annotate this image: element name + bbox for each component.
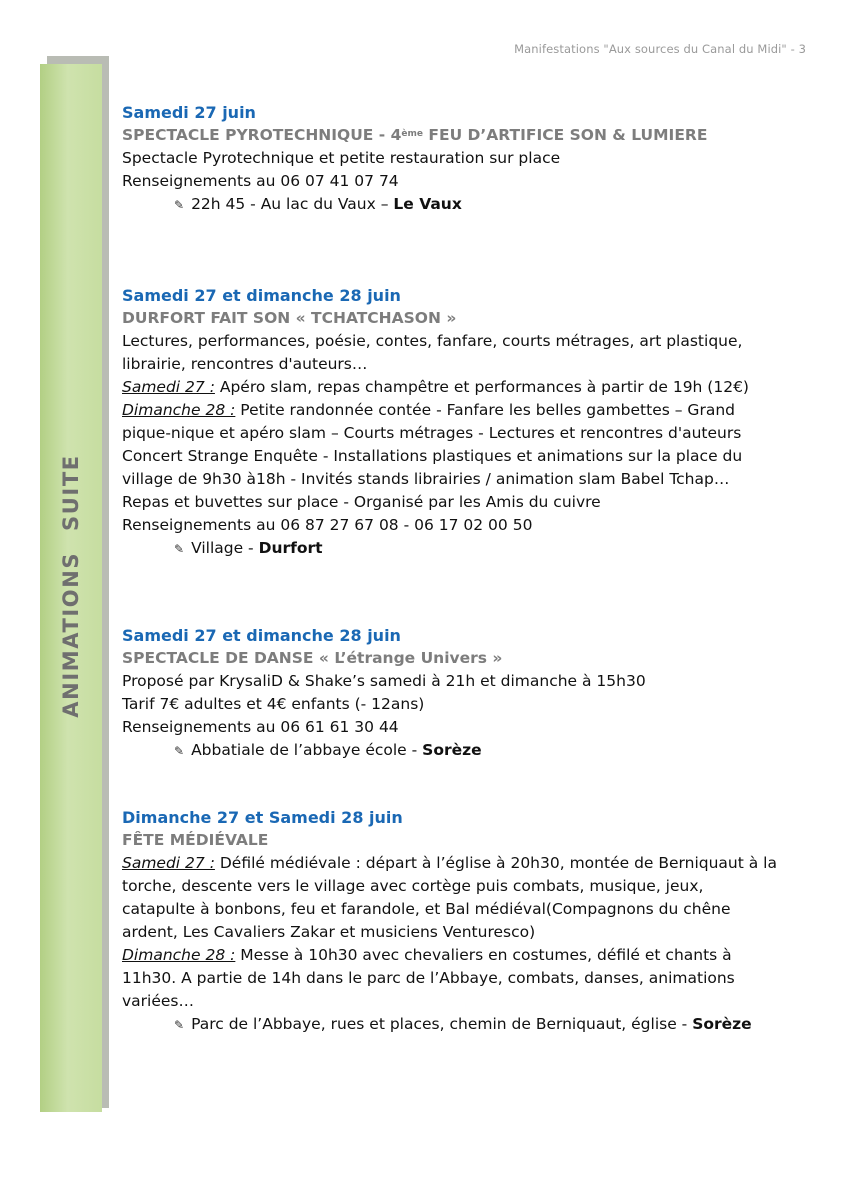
event-line: Dimanche 28 : Petite randonnée contée - Fanfare les belles gambettes – Grand bbox=[122, 401, 735, 419]
event-title: SPECTACLE PYROTECHNIQUE - 4ème FEU D’ARTIFICE SON & LUMIERE bbox=[122, 126, 708, 144]
event-line: pique-nique et apéro slam – Courts métrages - Lectures et rencontres d'auteurs bbox=[122, 424, 742, 442]
location-town: Le Vaux bbox=[393, 195, 462, 213]
event-line: 11h30. A partie de 14h dans le parc de l’Abbaye, combats, danses, animations bbox=[122, 969, 735, 987]
event-location: ✎ 22h 45 - Au lac du Vaux – Le Vaux bbox=[174, 195, 462, 213]
event-date: Samedi 27 juin bbox=[122, 103, 256, 122]
title-superscript: ème bbox=[401, 129, 423, 139]
location-town: Durfort bbox=[258, 539, 323, 557]
sidebar-label: ANIMATIONS SUITE bbox=[59, 454, 83, 718]
event-line: Proposé par KrysaliD & Shake’s samedi à 21h et dimanche à 15h30 bbox=[122, 672, 646, 690]
event-info: Renseignements au 06 07 41 07 74 bbox=[122, 172, 399, 190]
running-header: Manifestations "Aux sources du Canal du Midi" - 3 bbox=[514, 42, 806, 56]
location-pin-icon: ✎ bbox=[174, 1018, 185, 1032]
event-info: Renseignements au 06 87 27 67 08 - 06 17 02 00 50 bbox=[122, 516, 533, 534]
event-line: Samedi 27 : Apéro slam, repas champêtre et performances à partir de 19h (12€) bbox=[122, 378, 749, 396]
event-dance bbox=[122, 624, 646, 763]
event-date: Samedi 27 et dimanche 28 juin bbox=[122, 286, 401, 305]
event-title: SPECTACLE DE DANSE « L’étrange Univers » bbox=[122, 649, 503, 667]
event-line: librairie, rencontres d'auteurs… bbox=[122, 355, 368, 373]
location-pin-icon: ✎ bbox=[174, 542, 185, 556]
location-pin-icon: ✎ bbox=[174, 744, 185, 758]
event-tchatchason bbox=[122, 284, 749, 561]
day-label: Dimanche 28 : bbox=[122, 946, 236, 964]
event-line: Samedi 27 : Défilé médiévale : départ à l’église à 20h30, montée de Berniquaut à la bbox=[122, 854, 777, 872]
event-title: DURFORT FAIT SON « TCHATCHASON » bbox=[122, 309, 457, 327]
event-info: Renseignements au 06 61 61 30 44 bbox=[122, 718, 399, 736]
day-label: Samedi 27 : bbox=[122, 378, 215, 396]
event-line: torche, descente vers le village avec cortège puis combats, musique, jeux, bbox=[122, 877, 704, 895]
event-date: Samedi 27 et dimanche 28 juin bbox=[122, 626, 401, 645]
event-fireworks bbox=[122, 101, 707, 217]
event-line: Dimanche 28 : Messe à 10h30 avec chevaliers en costumes, défilé et chants à bbox=[122, 946, 732, 964]
location-pin-icon: ✎ bbox=[174, 198, 185, 212]
event-description: Spectacle Pyrotechnique et petite restauration sur place bbox=[122, 149, 561, 167]
event-location: ✎ Abbatiale de l’abbaye école - Sorèze bbox=[174, 741, 482, 759]
event-line: Tarif 7€ adultes et 4€ enfants (- 12ans) bbox=[122, 695, 425, 713]
day-label: Samedi 27 : bbox=[122, 854, 215, 872]
event-title: FÊTE MÉDIÉVALE bbox=[122, 831, 269, 849]
event-location: ✎ Village - Durfort bbox=[174, 539, 323, 557]
event-line: variées… bbox=[122, 992, 194, 1010]
event-medieval bbox=[122, 806, 777, 1037]
event-line: catapulte à bonbons, feu et farandole, et Bal médiéval(Compagnons du chêne bbox=[122, 900, 731, 918]
event-location: ✎ Parc de l’Abbaye, rues et places, chemin de Berniquaut, église - Sorèze bbox=[174, 1015, 752, 1033]
location-town: Sorèze bbox=[692, 1015, 752, 1033]
event-date: Dimanche 27 et Samedi 28 juin bbox=[122, 808, 403, 827]
event-line: Repas et buvettes sur place - Organisé par les Amis du cuivre bbox=[122, 493, 601, 511]
event-line: village de 9h30 à18h - Invités stands librairies / animation slam Babel Tchap… bbox=[122, 470, 730, 488]
location-town: Sorèze bbox=[422, 741, 482, 759]
event-line: ardent, Les Cavaliers Zakar et musiciens Venturesco) bbox=[122, 923, 536, 941]
day-label: Dimanche 28 : bbox=[122, 401, 236, 419]
event-line: Concert Strange Enquête - Installations plastiques et animations sur la place du bbox=[122, 447, 743, 465]
event-line: Lectures, performances, poésie, contes, fanfare, courts métrages, art plastique, bbox=[122, 332, 743, 350]
